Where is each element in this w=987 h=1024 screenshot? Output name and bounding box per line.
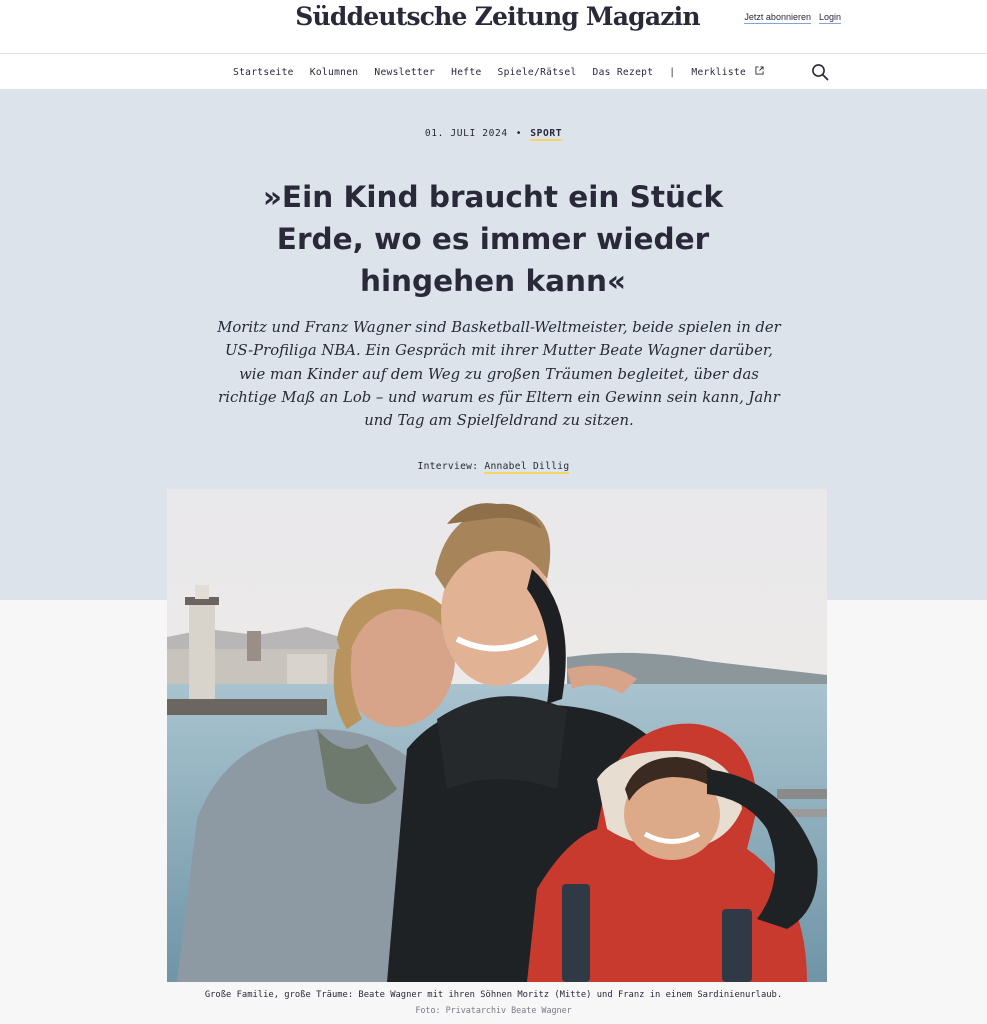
author-link[interactable]: Annabel Dillig [484, 461, 570, 472]
top-header [0, 0, 987, 53]
nav-item-startseite[interactable]: Startseite [233, 66, 294, 78]
nav-separator: | [669, 66, 676, 78]
nav-item-kolumnen[interactable]: Kolumnen [309, 66, 359, 78]
login-link[interactable]: Login [818, 12, 841, 22]
nav-item-merkliste[interactable] [691, 66, 764, 78]
search-icon[interactable] [811, 63, 829, 81]
nav-item-spiele-raetsel[interactable]: Spiele/Rätsel [497, 66, 577, 78]
nav-item-das-rezept[interactable]: Das Rezept [592, 66, 654, 78]
article-byline [0, 461, 987, 472]
nav-item-hefte[interactable]: Hefte [451, 66, 482, 78]
nav-list [233, 66, 780, 78]
article-photo [167, 489, 827, 982]
photo-caption: Große Familie, große Träume: Beate Wagner mit ihren Söhnen Moritz (Mitte) und Franz in einem Sardinienurlaub. [204, 990, 783, 1000]
article-date: 01. JULI 2024 [424, 128, 508, 139]
rubric-link[interactable]: SPORT [530, 128, 563, 139]
article-headline: »Ein Kind braucht ein Stück Erde, wo es immer wieder hingehen kann« [262, 180, 724, 298]
site-logo[interactable]: Süddeutsche Zeitung Magazin [295, 2, 700, 31]
article-teaser: Moritz und Franz Wagner sind Basketball-Weltmeister, beide spielen in der US-Profiliga NBA. Ein Gespräch mit ihrer Mutter Beate Wagner darüber, wie man Kinder auf dem Weg zu großen Träumen begleitet, über das richtige Maß an Lob – und warum es für Eltern ein Gewinn sein kann, Jahr und Tag am Spielfeldrand zu sitzen. [217, 319, 781, 430]
merkliste-label: Merkliste [691, 67, 747, 78]
subscribe-link[interactable]: Jetzt abonnieren [744, 12, 811, 22]
external-link-icon [755, 68, 764, 78]
article-meta [0, 128, 987, 139]
photo-credit: Foto: Privatarchiv Beate Wagner [415, 1005, 572, 1015]
account-links [744, 12, 841, 24]
nav-item-newsletter[interactable]: Newsletter [374, 66, 436, 78]
byline-prefix: Interview: [417, 461, 479, 472]
main-navigation [0, 53, 987, 90]
meta-bullet: • [515, 128, 523, 139]
